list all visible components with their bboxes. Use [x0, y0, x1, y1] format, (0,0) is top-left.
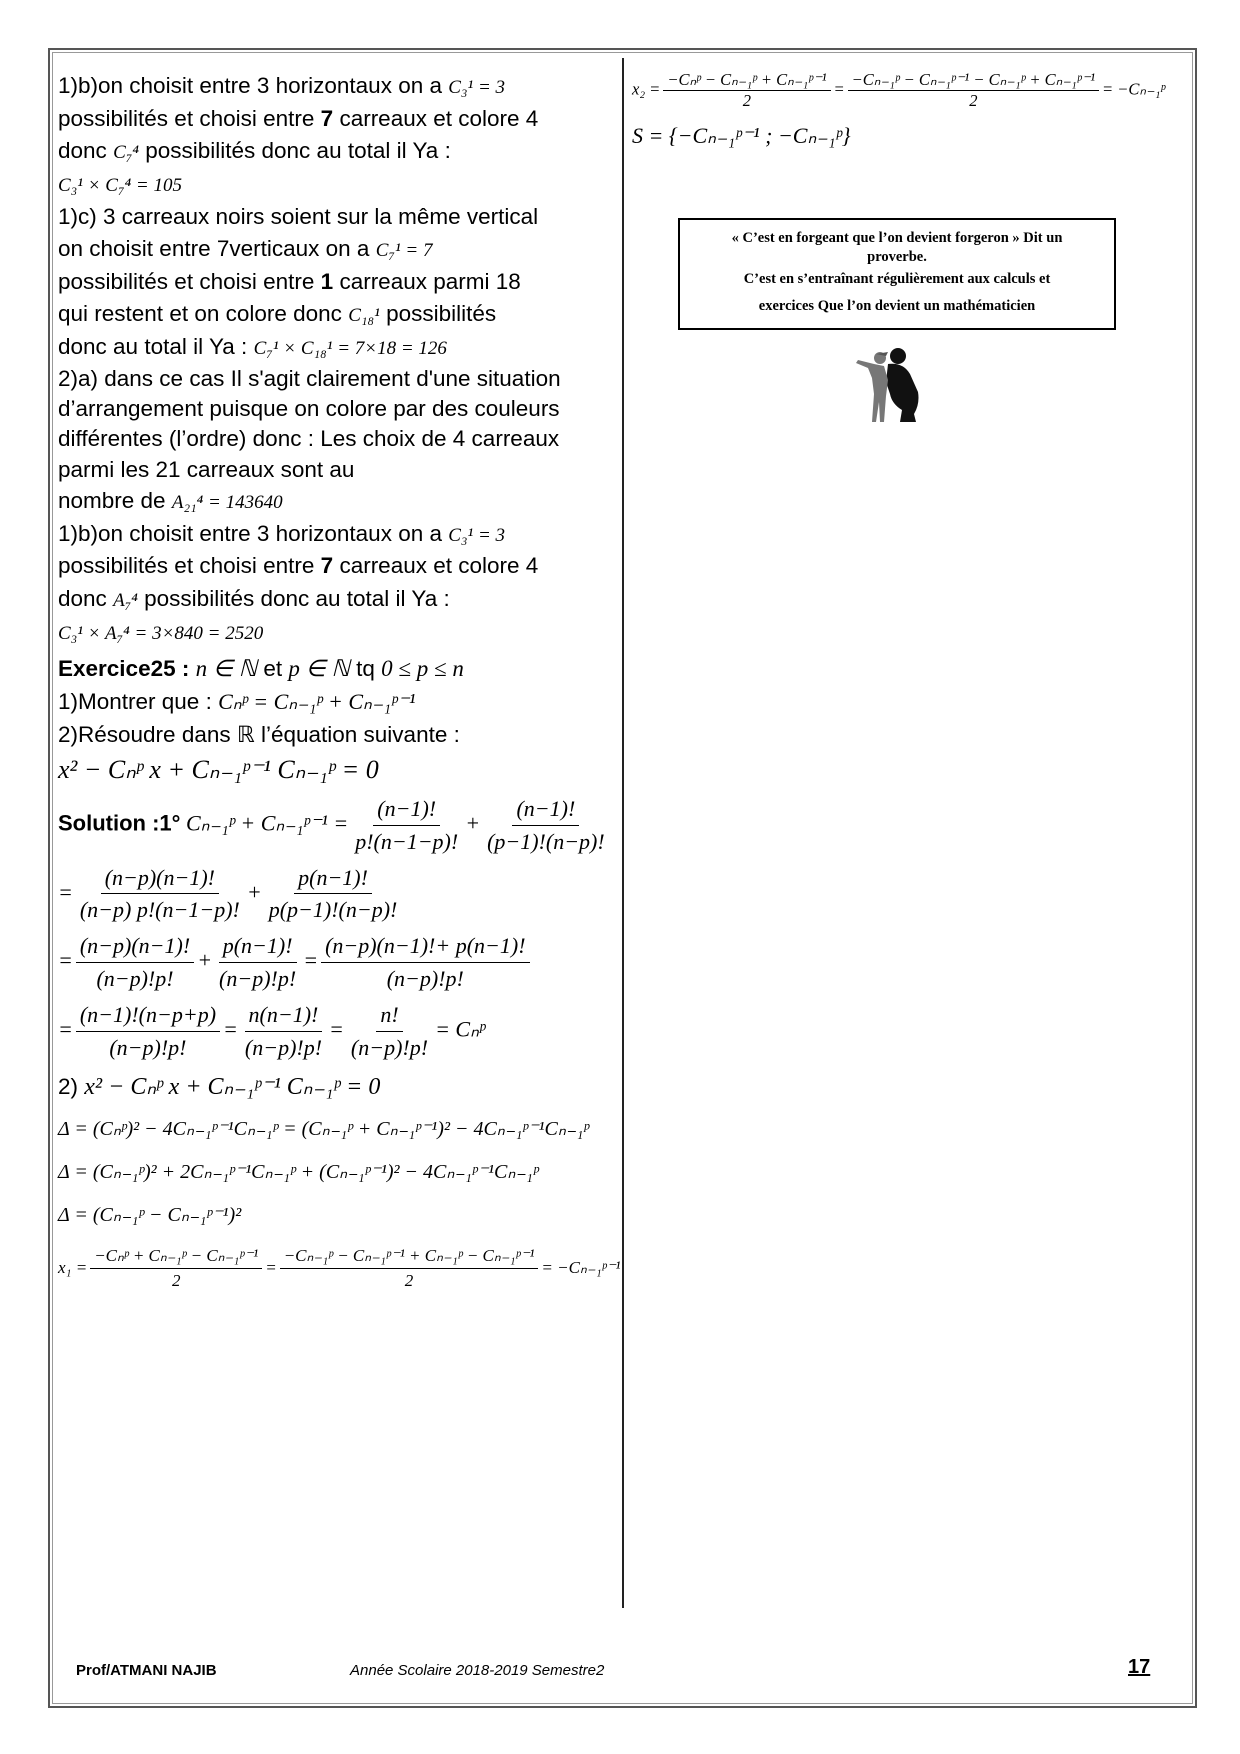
- math: x₁ =: [58, 1257, 88, 1277]
- denominator: p(p−1)!(n−p)!: [268, 897, 398, 923]
- numerator: (n−p)(n−1)!: [101, 862, 219, 895]
- para: [58, 550, 613, 583]
- denominator: (n−p)!p!: [219, 966, 297, 992]
- math: = Cₙᵖ: [435, 1016, 486, 1042]
- math: = −Cₙ₋₁ᵖ⁻¹: [541, 1257, 621, 1277]
- denominator: 2: [969, 91, 978, 110]
- text: et: [263, 656, 283, 682]
- denominator: 2: [404, 1271, 414, 1291]
- math: x² − Cₙᵖ x + Cₙ₋₁ᵖ⁻¹ Cₙ₋₁ᵖ = 0: [84, 1073, 381, 1100]
- page-number: 17: [1128, 1656, 1151, 1678]
- x2-line: x₂ = $\frac{\text{−Cₙᵖ − Cₙ₋₁ᵖ + Cₙ₋₁ᵖ⁻¹}}{2}$ = $\frac{\text{−Cₙ₋₁ᵖ − Cₙ₋₁ᵖ⁻¹ − Cₙ₋₁ᵖ + Cₙ₋₁ᵖ⁻¹}}{2}$ = −Cₙ₋₁ᵖ: [632, 70, 1166, 110]
- footer-author: Prof/ATMANI NAJIB: [76, 1662, 217, 1679]
- fraction: [90, 1244, 262, 1294]
- text-bold: 7: [320, 553, 334, 579]
- denominator: 2: [742, 91, 752, 110]
- math: C₇⁴: [113, 142, 139, 164]
- text: possibilités: [386, 301, 497, 327]
- question-2: [58, 719, 613, 752]
- text-bold: 7: [320, 105, 334, 131]
- text: l’équation suivante :: [260, 721, 460, 747]
- math: x² − Cₙᵖ x + Cₙ₋₁ᵖ⁻¹ Cₙ₋₁ᵖ = 0: [58, 755, 379, 785]
- para-1b: [58, 70, 613, 103]
- denominator: (n−p)!p!: [109, 1035, 187, 1061]
- math: C₃¹ = 3: [448, 524, 506, 546]
- text: possibilités donc au total il Ya :: [144, 586, 450, 611]
- text: carreaux parmi 18: [339, 268, 521, 294]
- numerator: −Cₙᵖ − Cₙ₋₁ᵖ + Cₙ₋₁ᵖ⁻¹: [663, 70, 830, 91]
- solution-line-3: = $\frac{(n-p)(n-1)!}{(n-p)!p!}$ + $\frac{p(n-1)!}{(n-p)!p!}$ = $\frac{(n-p)(n-1)!+ p(n-1)!}{(n-p)!p!}$: [58, 930, 613, 995]
- delta-line-1: Δ = (Cₙᵖ)² − 4Cₙ₋₁ᵖ⁻¹Cₙ₋₁ᵖ = (Cₙ₋₁ᵖ + Cₙ₋₁ᵖ⁻¹)² − 4Cₙ₋₁ᵖ⁻¹Cₙ₋₁ᵖ: [58, 1117, 589, 1140]
- left-column: [58, 70, 621, 1298]
- fraction: [347, 999, 432, 1064]
- question-2-equation: [58, 751, 613, 789]
- solution-line-4: = $\frac{(n-1)!(n-p+p)}{(n-p)!p!}$ = $\frac{n(n-1)!}{(n-p)!p!}$ = $\frac{n!}{(n-p)!p!}$ = Cₙᵖ: [58, 999, 613, 1064]
- numerator: (n−1)!(n−p+p): [76, 999, 220, 1032]
- para: [58, 135, 613, 168]
- para: [58, 233, 613, 266]
- text: 1)b)on choisit entre 3 horizontaux on a: [58, 520, 442, 546]
- numerator: p(n−1)!: [219, 930, 297, 963]
- para: [58, 583, 613, 616]
- numerator: (n−1)!: [373, 793, 440, 826]
- text: donc au total il Ya :: [58, 334, 248, 359]
- math: C₁₈¹: [348, 305, 380, 327]
- para-2a: 2)a) dans ce cas Il s'agit clairement d'une situation d’arrangement puisque on colore par des couleurs différentes (l’ordre) donc : Les choix de 4 carreaux parmi les 21 carreaux sont au: [58, 365, 561, 482]
- numerator: n!: [376, 999, 402, 1032]
- denominator: (n−p)!p!: [350, 1035, 429, 1061]
- denominator: (p−1)!(n−p)!: [487, 828, 605, 854]
- para: [58, 266, 613, 299]
- text: possibilités et choisi entre: [58, 268, 315, 294]
- fraction: [241, 999, 326, 1064]
- text: 1)b)on choisit entre 3 horizontaux on a: [58, 73, 442, 98]
- para: [58, 485, 613, 518]
- text-bold: 1: [320, 268, 334, 294]
- delta-line-2: Δ = (Cₙ₋₁ᵖ)² + 2Cₙ₋₁ᵖ⁻¹Cₙ₋₁ᵖ + (Cₙ₋₁ᵖ⁻¹)² − 4Cₙ₋₁ᵖ⁻¹Cₙ₋₁ᵖ: [58, 1160, 539, 1183]
- math: Cₙᵖ = Cₙ₋₁ᵖ + Cₙ₋₁ᵖ⁻¹: [218, 688, 416, 714]
- math: A₂₁⁴ = 143640: [171, 492, 283, 514]
- x1-line: x₁ = $\frac{\text{−Cₙᵖ + Cₙ₋₁ᵖ − Cₙ₋₁ᵖ⁻¹}}{2}$ = $\frac{\text{−Cₙ₋₁ᵖ − Cₙ₋₁ᵖ⁻¹ + Cₙ₋₁ᵖ − Cₙ₋₁ᵖ⁻¹}}{2}$ = −Cₙ₋₁ᵖ⁻¹: [58, 1244, 613, 1294]
- solution-line-2: = $\frac{(n-p)(n-1)!}{(n-p) p!(n-1-p)!}$ + $\frac{p(n-1)!}{p(p-1)!(n-p)!}$: [58, 862, 613, 927]
- fraction: [265, 862, 402, 927]
- fraction: [280, 1244, 539, 1294]
- fraction: [215, 930, 300, 995]
- text: qui restent et on colore donc: [58, 301, 342, 327]
- text: possibilités et choisi entre: [58, 105, 315, 131]
- text: possibilités donc au total il Ya :: [145, 138, 451, 164]
- question-1: [58, 686, 613, 719]
- para: [58, 103, 613, 136]
- text: 1)Montrer que :: [58, 688, 212, 714]
- numerator: p(n−1)!: [294, 862, 372, 895]
- fraction: [351, 793, 462, 858]
- numerator: −Cₙ₋₁ᵖ − Cₙ₋₁ᵖ⁻¹ − Cₙ₋₁ᵖ + Cₙ₋₁ᵖ⁻¹: [848, 70, 1099, 91]
- proverb-box: [678, 218, 1116, 330]
- fraction: [76, 999, 220, 1064]
- fraction: [76, 862, 244, 927]
- denominator: (n−p)!p!: [96, 966, 174, 992]
- math: p ∈ ℕ: [288, 656, 350, 682]
- para: [58, 331, 613, 364]
- text: 1)c) 3 carreaux noirs soient sur la même vertical: [58, 203, 539, 229]
- fraction: [848, 70, 1099, 111]
- column-divider: [622, 58, 624, 1608]
- numerator: (n−p)(n−1)!+ p(n−1)!: [321, 930, 530, 963]
- fraction: [76, 930, 194, 995]
- denominator: 2: [171, 1271, 181, 1291]
- adult-silhouette: [886, 348, 919, 422]
- solution-set: S = {−Cₙ₋₁ᵖ⁻¹ ; −Cₙ₋₁ᵖ}: [632, 123, 851, 148]
- exercise-title: Exercice25 :: [58, 656, 190, 682]
- denominator: (n−p)!p!: [386, 966, 464, 992]
- text: nombre de: [58, 488, 166, 514]
- para-1b-repeat: [58, 518, 613, 551]
- text: on choisit entre 7verticaux on a: [58, 236, 370, 262]
- solution-title: Solution :1°: [58, 810, 181, 836]
- numerator: (n−1)!: [512, 793, 579, 826]
- fraction: [483, 793, 609, 858]
- exercise-title-line: [58, 652, 613, 686]
- fraction: [321, 930, 530, 995]
- delta-line-3: Δ = (Cₙ₋₁ᵖ − Cₙ₋₁ᵖ⁻¹)²: [58, 1203, 242, 1226]
- numerator: −Cₙ₋₁ᵖ − Cₙ₋₁ᵖ⁻¹ + Cₙ₋₁ᵖ − Cₙ₋₁ᵖ⁻¹: [280, 1244, 539, 1270]
- denominator: (n−p)!p!: [244, 1035, 323, 1061]
- quote-line: proverbe.: [867, 249, 927, 266]
- text: tq: [356, 656, 375, 682]
- numerator: (n−p)(n−1)!: [76, 930, 194, 963]
- numerator: n(n−1)!: [245, 999, 323, 1032]
- math-reals: ℝ: [236, 721, 255, 747]
- quote-line: « C’est en forgeant que l’on devient forgeron » Dit un: [731, 230, 1063, 246]
- text: donc: [58, 138, 107, 164]
- quote-line: exercices Que l’on devient un mathématicien: [758, 298, 1036, 315]
- text: possibilités et choisi entre: [58, 553, 315, 579]
- text: 2)Résoudre dans: [58, 721, 231, 747]
- solution-2-line: [58, 1070, 613, 1105]
- teacher-child-illustration: [848, 344, 932, 424]
- numerator: −Cₙᵖ + Cₙ₋₁ᵖ − Cₙ₋₁ᵖ⁻¹: [90, 1244, 262, 1270]
- math: = −Cₙ₋₁ᵖ: [1102, 79, 1166, 99]
- math: A₇⁴: [113, 590, 138, 611]
- child-silhouette: [856, 352, 888, 422]
- text: carreaux et colore 4: [339, 105, 539, 131]
- math: x₂ =: [632, 79, 661, 99]
- math: C₃¹ × A₇⁴ = 3×840 = 2520: [58, 622, 264, 644]
- math: Cₙ₋₁ᵖ + Cₙ₋₁ᵖ⁻¹ =: [185, 810, 349, 836]
- math: n ∈ ℕ: [195, 656, 258, 682]
- para: [58, 298, 613, 331]
- para-1c: [58, 201, 613, 234]
- right-column: [632, 70, 1166, 149]
- math: C₇¹ = 7: [375, 240, 433, 262]
- math: C₇¹ × C₁₈¹ = 7×18 = 126: [253, 338, 447, 359]
- text: carreaux et colore 4: [339, 553, 539, 579]
- denominator: p!(n−1−p)!: [355, 828, 459, 854]
- para: [58, 168, 613, 201]
- quote-line: C’est en s’entraînant régulièrement aux calculs et: [743, 270, 1051, 287]
- math: C₃¹ = 3: [448, 77, 506, 98]
- fraction: [663, 70, 830, 111]
- footer-year: Année Scolaire 2018-2019 Semestre2: [350, 1662, 605, 1679]
- math: 0 ≤ p ≤ n: [381, 656, 464, 682]
- text: donc: [58, 586, 107, 611]
- para: [58, 616, 613, 649]
- denominator: (n−p) p!(n−1−p)!: [79, 897, 240, 923]
- math: C₃¹ × C₇⁴ = 105: [58, 174, 183, 196]
- text: 2): [58, 1073, 79, 1099]
- solution-line-1: Solution :1° Cₙ₋₁ᵖ + Cₙ₋₁ᵖ⁻¹ = $\frac{(n-1)!}{p!(n-1-p)!}$ + $\frac{(n-1)!}{(p-1)!(n-p)!}$: [58, 793, 613, 858]
